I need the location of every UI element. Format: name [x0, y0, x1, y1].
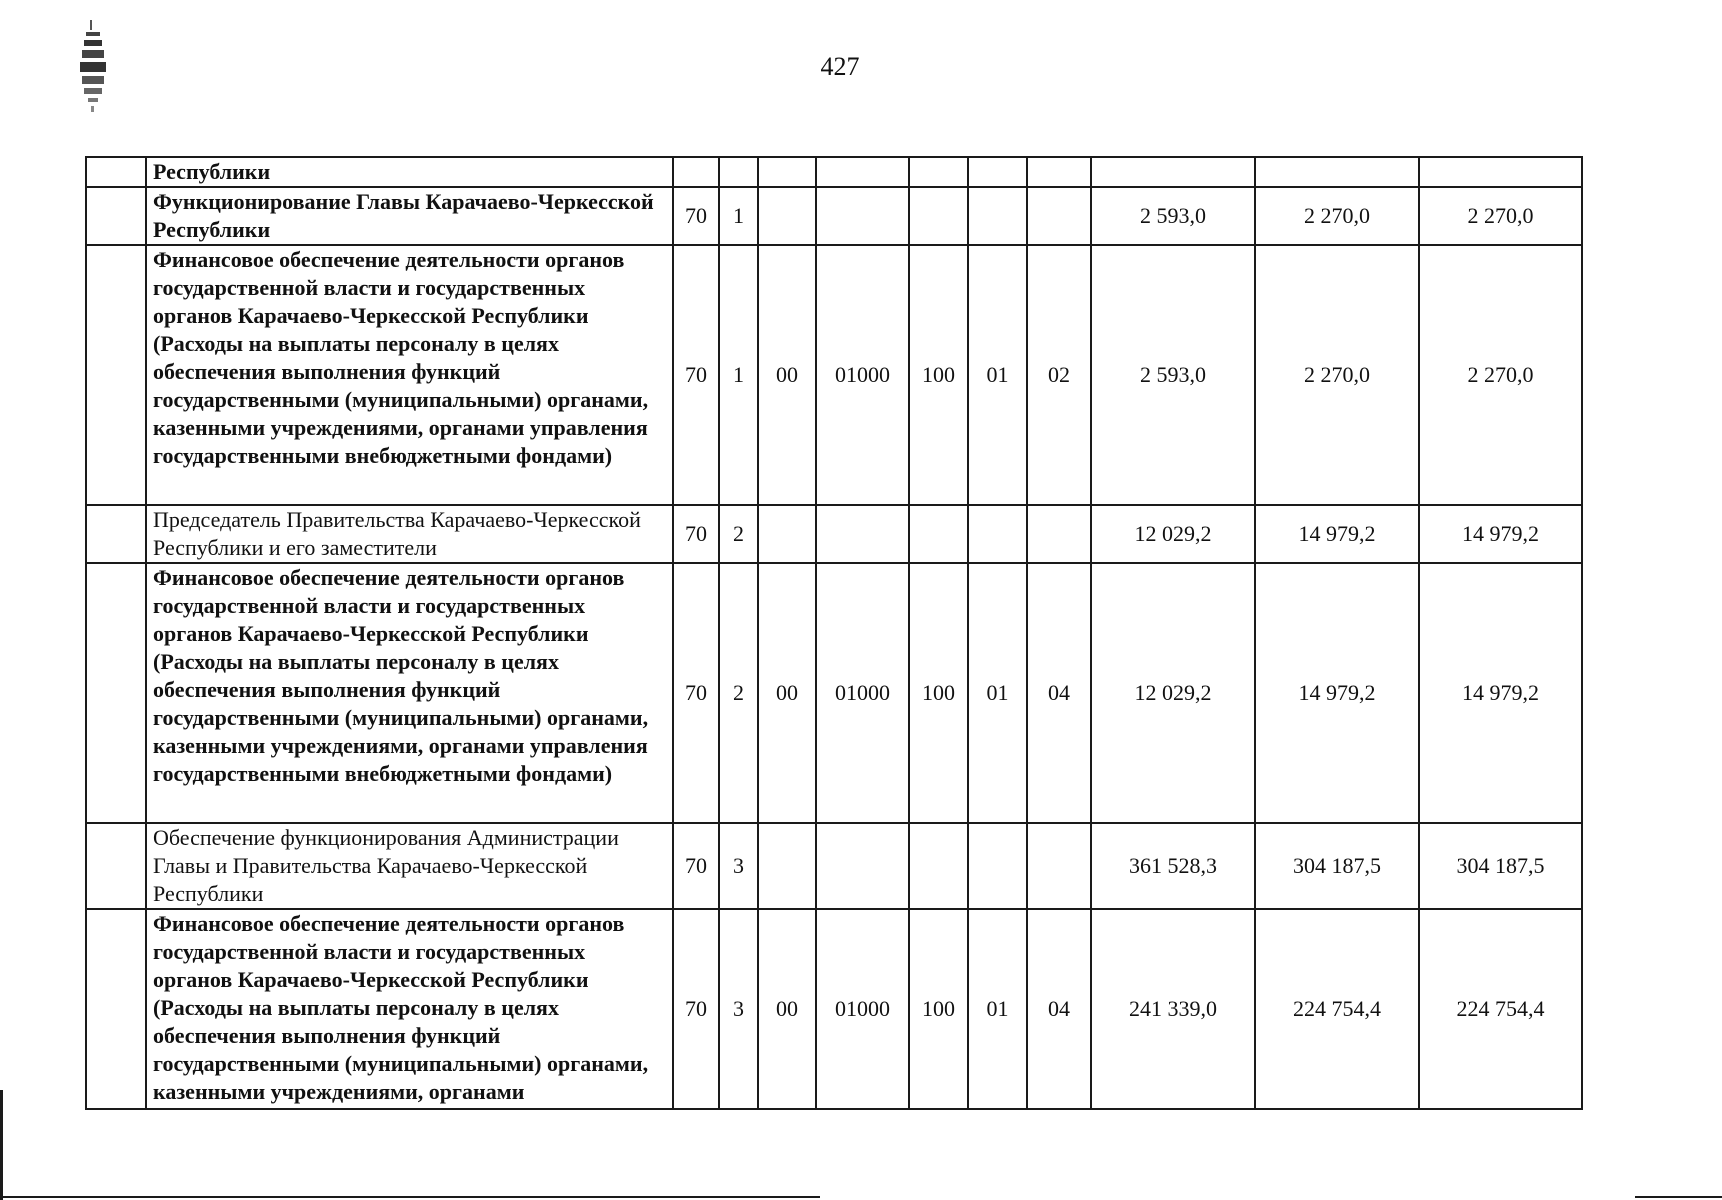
code-cell — [816, 505, 909, 563]
code-cell — [909, 157, 968, 187]
code-cell: 00 — [758, 909, 816, 1109]
description-cell: Функционирование Главы Карачаево-Черкесской Республики — [146, 187, 673, 245]
code-cell: 04 — [1027, 563, 1091, 823]
code-cell: 2 — [719, 505, 758, 563]
code-cell — [909, 505, 968, 563]
amount-cell — [1419, 157, 1582, 187]
amount-cell: 2 270,0 — [1255, 245, 1419, 505]
amount-cell: 14 979,2 — [1255, 563, 1419, 823]
code-cell: 01 — [968, 563, 1027, 823]
amount-cell: 304 187,5 — [1255, 823, 1419, 909]
code-cell — [816, 187, 909, 245]
amount-cell: 224 754,4 — [1255, 909, 1419, 1109]
scan-edge-bottom-right — [1635, 1196, 1722, 1198]
index-cell — [86, 823, 146, 909]
code-cell — [758, 823, 816, 909]
code-cell: 00 — [758, 563, 816, 823]
amount-cell — [1091, 157, 1255, 187]
description-cell: Финансовое обеспечение деятельности органов государственной власти и государственных органов Карачаево-Черкесской Республики (Расходы на выплаты персоналу в целях обеспечения выполнения функций государственными (муниципальными) органами, казенными учреждениями, органами управления государственными внебюджетными фондами) — [146, 563, 673, 823]
code-cell: 01 — [968, 909, 1027, 1109]
index-cell — [86, 245, 146, 505]
amount-cell: 14 979,2 — [1255, 505, 1419, 563]
code-cell — [758, 187, 816, 245]
code-cell: 01000 — [816, 909, 909, 1109]
code-cell — [968, 823, 1027, 909]
code-cell: 3 — [719, 823, 758, 909]
scan-edge-left — [0, 1090, 3, 1200]
code-cell — [673, 157, 719, 187]
amount-cell: 2 270,0 — [1255, 187, 1419, 245]
code-cell: 01 — [968, 245, 1027, 505]
code-cell — [758, 157, 816, 187]
description-cell: Председатель Правительства Карачаево-Черкесской Республики и его заместители — [146, 505, 673, 563]
amount-cell: 2 593,0 — [1091, 245, 1255, 505]
code-cell: 100 — [909, 245, 968, 505]
amount-cell: 2 270,0 — [1419, 245, 1582, 505]
code-cell — [909, 187, 968, 245]
amount-cell: 304 187,5 — [1419, 823, 1582, 909]
code-cell — [816, 823, 909, 909]
code-cell: 70 — [673, 563, 719, 823]
code-cell: 1 — [719, 245, 758, 505]
code-cell — [719, 157, 758, 187]
amount-cell: 14 979,2 — [1419, 563, 1582, 823]
code-cell: 100 — [909, 909, 968, 1109]
code-cell: 2 — [719, 563, 758, 823]
table-row — [86, 505, 1582, 563]
description-cell: Республики — [146, 157, 673, 187]
amount-cell: 241 339,0 — [1091, 909, 1255, 1109]
amount-cell: 224 754,4 — [1419, 909, 1582, 1109]
table-row — [86, 187, 1582, 245]
code-cell: 100 — [909, 563, 968, 823]
code-cell: 70 — [673, 505, 719, 563]
code-cell: 70 — [673, 245, 719, 505]
code-cell — [968, 505, 1027, 563]
table-row — [86, 823, 1582, 909]
code-cell — [968, 187, 1027, 245]
description-cell: Финансовое обеспечение деятельности органов государственной власти и государственных органов Карачаево-Черкесской Республики (Расходы на выплаты персоналу в целях обеспечения выполнения функций государственными (муниципальными) органами, казенными учреждениями, органами — [146, 909, 673, 1109]
amount-cell — [1255, 157, 1419, 187]
code-cell: 01000 — [816, 563, 909, 823]
code-cell: 04 — [1027, 909, 1091, 1109]
index-cell — [86, 909, 146, 1109]
code-cell — [758, 505, 816, 563]
amount-cell: 2 270,0 — [1419, 187, 1582, 245]
budget-table — [85, 156, 1583, 1110]
description-cell: Обеспечение функционирования Администрации Главы и Правительства Карачаево-Черкесской Республики — [146, 823, 673, 909]
index-cell — [86, 157, 146, 187]
code-cell — [816, 157, 909, 187]
code-cell — [1027, 157, 1091, 187]
index-cell — [86, 563, 146, 823]
code-cell: 01000 — [816, 245, 909, 505]
code-cell: 02 — [1027, 245, 1091, 505]
code-cell: 00 — [758, 245, 816, 505]
code-cell — [1027, 505, 1091, 563]
amount-cell: 12 029,2 — [1091, 505, 1255, 563]
stamp-mark-icon — [76, 18, 110, 118]
description-cell: Финансовое обеспечение деятельности органов государственной власти и государственных органов Карачаево-Черкесской Республики (Расходы на выплаты персоналу в целях обеспечения выполнения функций государственными (муниципальными) органами, казенными учреждениями, органами управления государственными внебюджетными фондами) — [146, 245, 673, 505]
table-row — [86, 245, 1582, 505]
code-cell — [968, 157, 1027, 187]
page-number: 427 — [820, 52, 860, 81]
code-cell — [1027, 823, 1091, 909]
code-cell — [1027, 187, 1091, 245]
amount-cell: 14 979,2 — [1419, 505, 1582, 563]
table-row — [86, 909, 1582, 1109]
amount-cell: 361 528,3 — [1091, 823, 1255, 909]
code-cell: 3 — [719, 909, 758, 1109]
code-cell: 70 — [673, 187, 719, 245]
amount-cell: 12 029,2 — [1091, 563, 1255, 823]
code-cell — [909, 823, 968, 909]
table-row — [86, 563, 1582, 823]
code-cell: 70 — [673, 909, 719, 1109]
index-cell — [86, 505, 146, 563]
code-cell: 70 — [673, 823, 719, 909]
amount-cell: 2 593,0 — [1091, 187, 1255, 245]
scan-edge-bottom — [0, 1196, 820, 1198]
index-cell — [86, 187, 146, 245]
table-row — [86, 157, 1582, 187]
code-cell: 1 — [719, 187, 758, 245]
